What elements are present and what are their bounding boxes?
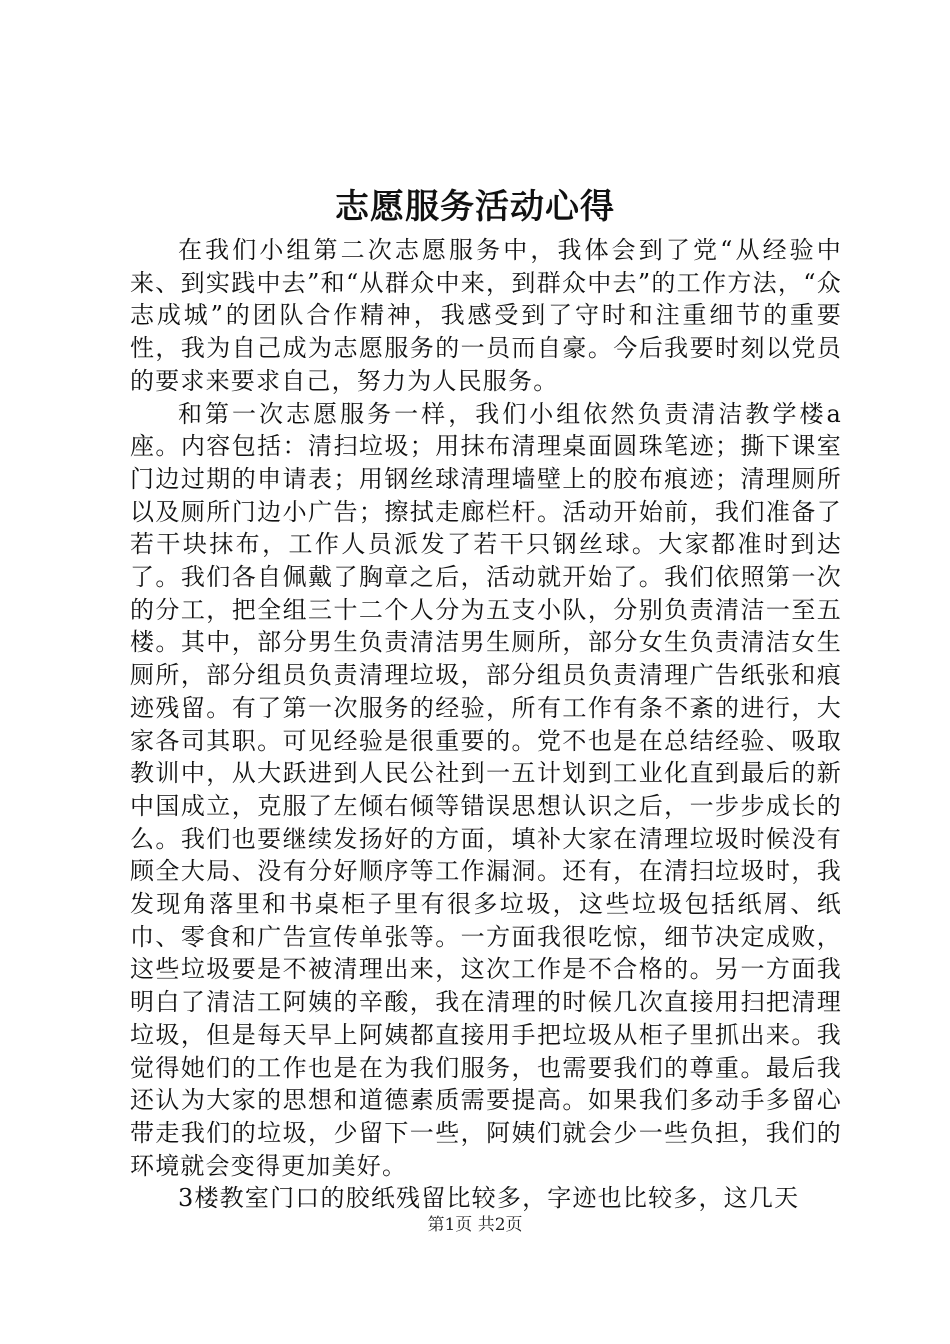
paragraph: 在我们小组第二次志愿服务中，我体会到了党“从经验中来、到实践中去”和“从群众中来，到群众中去”的工作方法，“众志成城”的团队合作精神，我感受到了守时和注重细节的重要性，我为自己成为志愿服务的一员而自豪。今后我要时刻以党员的要求来要求自己，努力为人民服务。 [130, 236, 842, 395]
paragraph: 和第一次志愿服务一样，我们小组依然负责清洁教学楼a座。内容包括：清扫垃圾；用抹布清理桌面圆珠笔迹；撕下课室门边过期的申请表；用钢丝球清理墙壁上的胶布痕迹；清理厕所以及厕所门边小广告；擦拭走廊栏杆。活动开始前，我们准备了若干块抹布，工作人员派发了若干只钢丝球。大家都准时到达了。我们各自佩戴了胸章之后，活动就开始了。我们依照第一次的分工，把全组三十二个人分为五支小队，分别负责清洁一至五楼。其中，部分男生负责清洁男生厕所，部分女生负责清洁女生厕所，部分组员负责清理垃圾，部分组员负责清理广告纸张和痕迹残留。有了第一次服务的经验，所有工作有条不紊的进行，大家各司其职。可见经验是很重要的。党不也是在总结经验、吸取教训中，从大跃进到人民公社到一五计划到工业化直到最后的新中国成立，克服了左倾右倾等错误思想认识之后，一步步成长的么。我们也要继续发扬好的方面，填补大家在清理垃圾时候没有顾全大局、没有分好顺序等工作漏洞。还有，在清扫垃圾时，我发现角落里和书桌柜子里有很多垃圾，这些垃圾包括纸屑、纸巾、零食和广告宣传单张等。一方面我很吃惊，细节决定成败，这些垃圾要是不被清理出来，这次工作是不合格的。另一方面我明白了清洁工阿姨的辛酸，我在清理的时候几次直接用扫把清理垃圾，但是每天早上阿姨都直接用手把垃圾从柜子里抓出来。我觉得她们的工作也是在为我们服务，也需要我们的尊重。最后我还认为大家的思想和道德素质需要提高。如果我们多动手多留心带走我们的垃圾，少留下一些，阿姨们就会少一些负担，我们的环境就会变得更加美好。 [130, 399, 842, 1180]
document-body [130, 234, 842, 1215]
paragraph: 3楼教室门口的胶纸残留比较多，字迹也比较多，这几天 [178, 1184, 800, 1213]
document-title: 志愿服务活动心得 [335, 187, 615, 227]
page-footer: 第1页 共2页 [427, 1215, 523, 1235]
